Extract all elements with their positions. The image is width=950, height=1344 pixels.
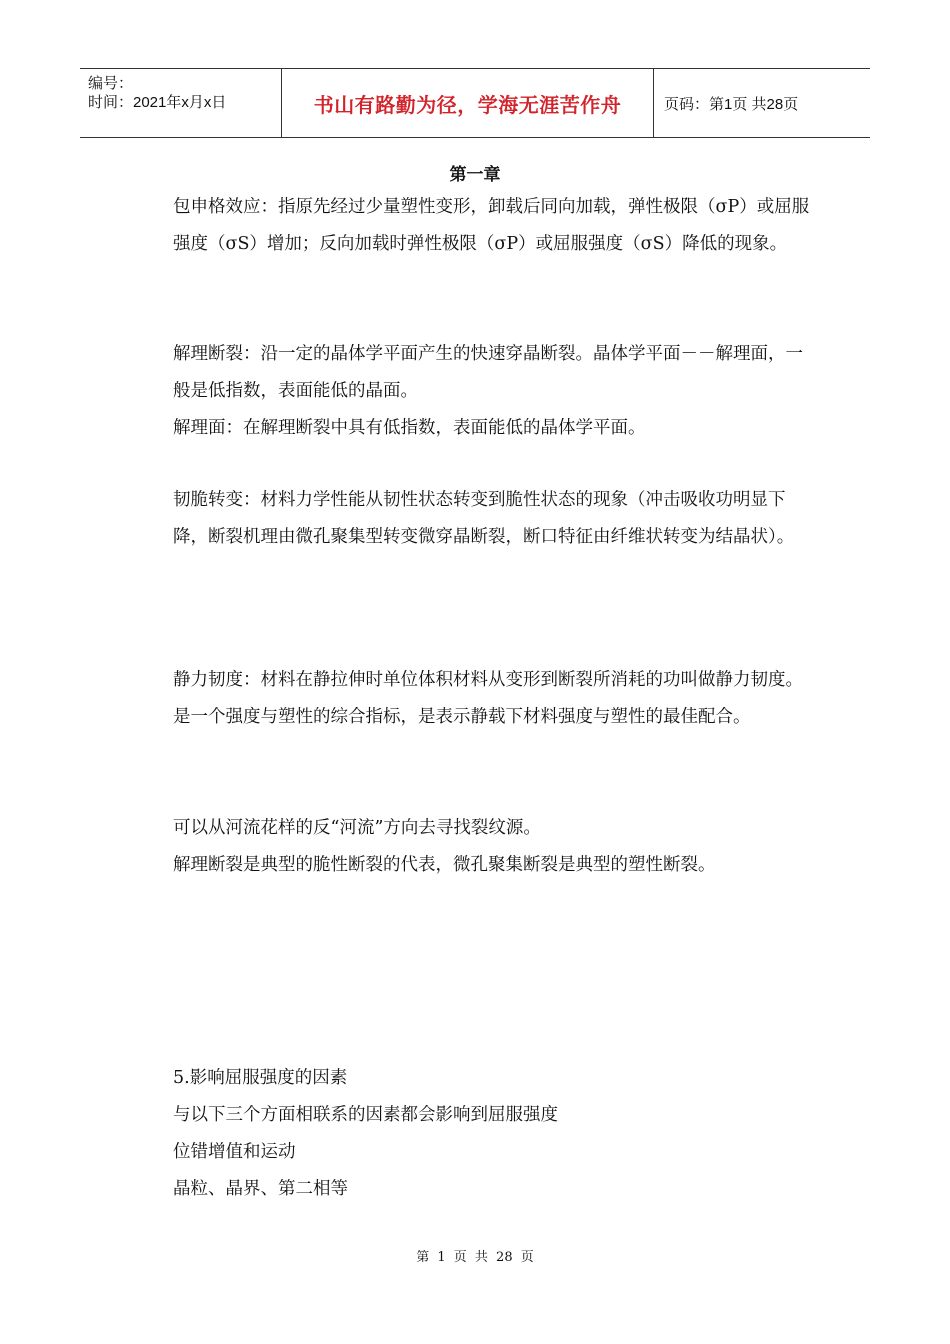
paragraph-static-toughness: 静力韧度：材料在静拉伸时单位体积材料从变形到断裂所消耗的功叫做静力韧度。是一个强度与塑性的综合指标，是表示静载下材料强度与塑性的最佳配合。 [173, 670, 803, 727]
header-page-info: 页码：第1页 共28页 [664, 95, 799, 113]
paragraph-fracture-types: 解理断裂是典型的脆性断裂的代表，微孔聚集断裂是典型的塑性断裂。 [173, 855, 716, 875]
list-item: 与以下三个方面相联系的因素都会影响到屈服强度 [173, 1105, 558, 1125]
list-item: 晶粒、晶界、第二相等 [173, 1179, 348, 1199]
header-motto: 书山有路勤为径，学海无涯苦作舟 [282, 69, 654, 137]
page-header [80, 68, 870, 138]
paragraph-river-pattern: 可以从河流花样的反“河流”方向去寻找裂纹源。 解理断裂是典型的脆性断裂的代表，微孔聚集断裂是典型的塑性断裂。 [173, 810, 813, 884]
section-heading: 5.影响屈服强度的因素 [173, 1068, 348, 1088]
header-meta [80, 69, 282, 137]
document-number: 编号： [88, 75, 134, 92]
list-item: 位错增值和运动 [173, 1142, 296, 1162]
paragraph-bauschinger: 包申格效应：指原先经过少量塑性变形，卸载后同向加载，弹性极限（σP）或屈服强度（σS）增加；反向加载时弹性极限（σP）或屈服强度（σS）降低的现象。 [173, 197, 810, 254]
page-footer: 第 1 页 共 28 页 [416, 1250, 534, 1265]
paragraph-cleavage-plane: 解理面：在解理断裂中具有低指数，表面能低的晶体学平面。 [173, 418, 646, 438]
paragraph-ductile-brittle-transition: 韧脆转变：材料力学性能从韧性状态转变到脆性状态的现象（冲击吸收功明显下降，断裂机理由微孔聚集型转变微穿晶断裂，断口特征由纤维状转变为结晶状）。 [173, 490, 795, 547]
paragraph-cleavage-fracture: 解理断裂：沿一定的晶体学平面产生的快速穿晶断裂。晶体学平面－－解理面，一般是低指数，表面能低的晶面。 解理面：在解理断裂中具有低指数，表面能低的晶体学平面。 [173, 336, 813, 447]
document-time: 时间：2021年x月x日 [88, 94, 227, 111]
section-yield-strength-factors [173, 1060, 813, 1208]
chapter-title: 第一章 [449, 165, 501, 185]
